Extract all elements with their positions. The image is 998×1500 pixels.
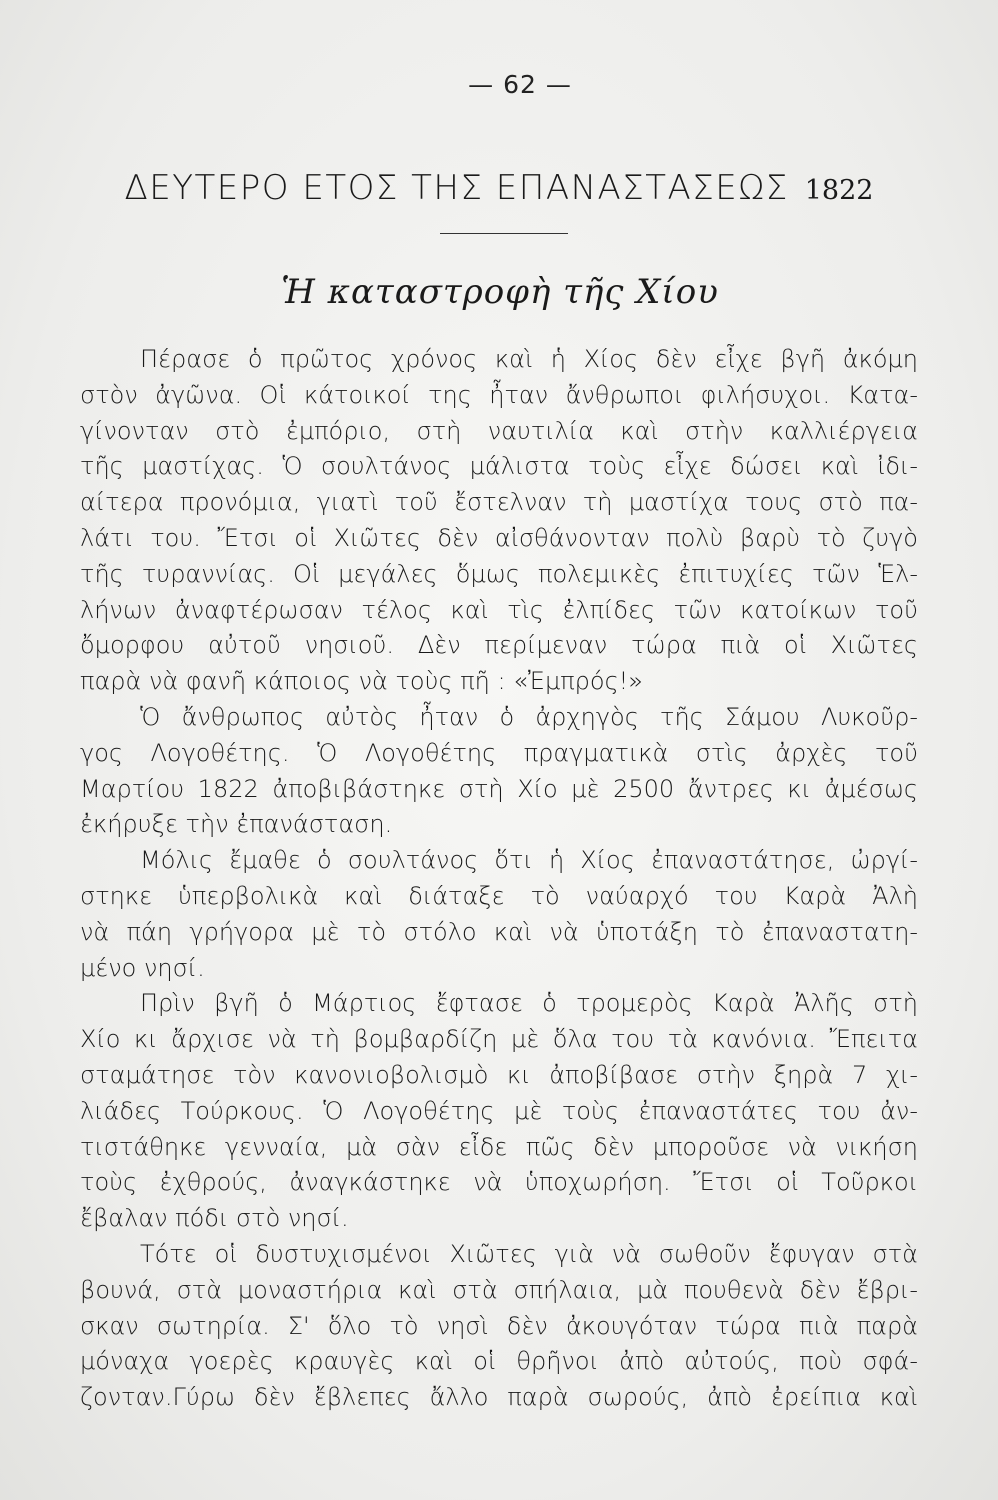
page-number: — 62 — [468, 70, 572, 99]
text-line: σκαν σωτηρία. Σ' ὅλο τὸ νησὶ δὲν ἀκουγόταν τώρα πιὰ παρὰ [80, 1311, 918, 1340]
text-line: Χίο κι ἄρχισε νὰ τὴ βομβαρδίζη μὲ ὅλα του τὰ κανόνια. Ἔπειτα [80, 1025, 918, 1054]
chapter-year: 1822 [804, 175, 874, 206]
text-line: παρὰ νὰ φανῆ κάποιος νὰ τοὺς πῆ : «Ἐμπρός!» [80, 667, 643, 696]
text-line: τιστάθηκε γενναία, μὰ σὰν εἶδε πῶς δὲν μποροῦσε νὰ νικήση [80, 1132, 918, 1161]
text-line: Ὁ ἄνθρωπος αὐτὸς ἦταν ὁ ἀρχηγὸς τῆς Σάμου Λυκοῦρ- [140, 702, 918, 731]
text-line: τοὺς ἐχθρούς, ἀναγκάστηκε νὰ ὑποχωρήση. Ἔτσι οἱ Τοῦρκοι [80, 1168, 918, 1197]
section-heading: Ἡ καταστροφὴ τῆς Χίου [281, 272, 719, 312]
text-line: βουνά, στὰ μοναστήρια καὶ στὰ σπήλαια, μὰ πουθενὰ δὲν ἔβρι- [80, 1275, 918, 1304]
text-line: γίνονταν στὸ ἐμπόριο, στὴ ναυτιλία καὶ στὴν καλλιέργεια [80, 416, 918, 445]
body-text [80, 342, 918, 1416]
text-line: ὄμορφου αὐτοῦ νησιοῦ. Δὲν περίμεναν τώρα πιὰ οἱ Χιῶτες [80, 631, 918, 660]
text-line: Μαρτίου 1822 ἀποβιβάστηκε στὴ Χίο μὲ 2500 ἄντρες κι ἀμέσως [80, 774, 918, 803]
text-line: Πρὶν βγῆ ὁ Μάρτιος ἔφτασε ὁ τρομερὸς Καρὰ Ἀλῆς στὴ [140, 989, 918, 1018]
text-line: ζονταν.Γύρω δὲν ἔβλεπες ἄλλο παρὰ σωρούς, ἀπὸ ἐρείπια καὶ [80, 1383, 918, 1412]
chapter-title-text: ΔΕΥΤΕΡΟ ΕΤΟΣ ΤΗΣ ΕΠΑΝΑΣΤΑΣΕΩΣ [124, 168, 789, 208]
text-line: νὰ πάη γρήγορα μὲ τὸ στόλο καὶ νὰ ὑποτάξη τὸ ἐπαναστατη- [80, 917, 918, 946]
text-line: μένο νησί. [80, 953, 205, 982]
text-line: αίτερα προνόμια, γιατὶ τοῦ ἔστελναν τὴ μαστίχα τους στὸ πα- [80, 488, 918, 517]
text-line: στὸν ἀγῶνα. Οἱ κάτοικοί της ἦταν ἄνθρωποι φιλήσυχοι. Κατα- [80, 380, 918, 409]
text-line: λήνων ἀναφτέρωσαν τέλος καὶ τὶς ἐλπίδες τῶν κατοίκων τοῦ [80, 595, 918, 624]
text-line: γος Λογοθέτης. Ὁ Λογοθέτης πραγματικὰ στὶς ἀρχὲς τοῦ [80, 738, 918, 767]
text-line: λάτι του. Ἔτσι οἱ Χιῶτες δὲν αἰσθάνονταν πολὺ βαρὺ τὸ ζυγὸ [80, 523, 918, 552]
text-line: Τότε οἱ δυστυχισμένοι Χιῶτες γιὰ νὰ σωθοῦν ἔφυγαν στὰ [140, 1239, 918, 1268]
text-line: τῆς τυραννίας. Οἱ μεγάλες ὅμως πολεμικὲς ἐπιτυχίες τῶν Ἑλ- [80, 559, 918, 588]
text-line: ἔβαλαν πόδι στὸ νησί. [80, 1204, 349, 1233]
text-line: μόναχα γοερὲς κραυγὲς καὶ οἱ θρῆνοι ἀπὸ αὐτούς, ποὺ σφά- [80, 1347, 918, 1376]
text-line: Πέρασε ὁ πρῶτος χρόνος καὶ ἡ Χίος δὲν εἶχε βγῆ ἀκόμη [140, 345, 918, 373]
text-line: σταμάτησε τὸν κανονιοβολισμὸ κι ἀποβίβασε στὴν ξηρὰ 7 χι- [80, 1060, 918, 1089]
text-line: λιάδες Τούρκους. Ὁ Λογοθέτης μὲ τοὺς ἐπαναστάτες του ἀν- [80, 1096, 918, 1125]
text-line: ἐκήρυξε τὴν ἐπανάσταση. [80, 810, 393, 839]
title-divider [440, 233, 568, 234]
chapter-title [0, 168, 998, 208]
text-line: τῆς μαστίχας. Ὁ σουλτάνος μάλιστα τοὺς εἶχε δώσει καὶ ἰδι- [80, 452, 918, 481]
text-line: Μόλις ἔμαθε ὁ σουλτάνος ὅτι ἡ Χίος ἐπαναστάτησε, ὠργί- [140, 846, 918, 875]
text-line: στηκε ὑπερβολικὰ καὶ διάταξε τὸ ναύαρχό του Καρὰ Ἀλὴ [80, 881, 918, 910]
